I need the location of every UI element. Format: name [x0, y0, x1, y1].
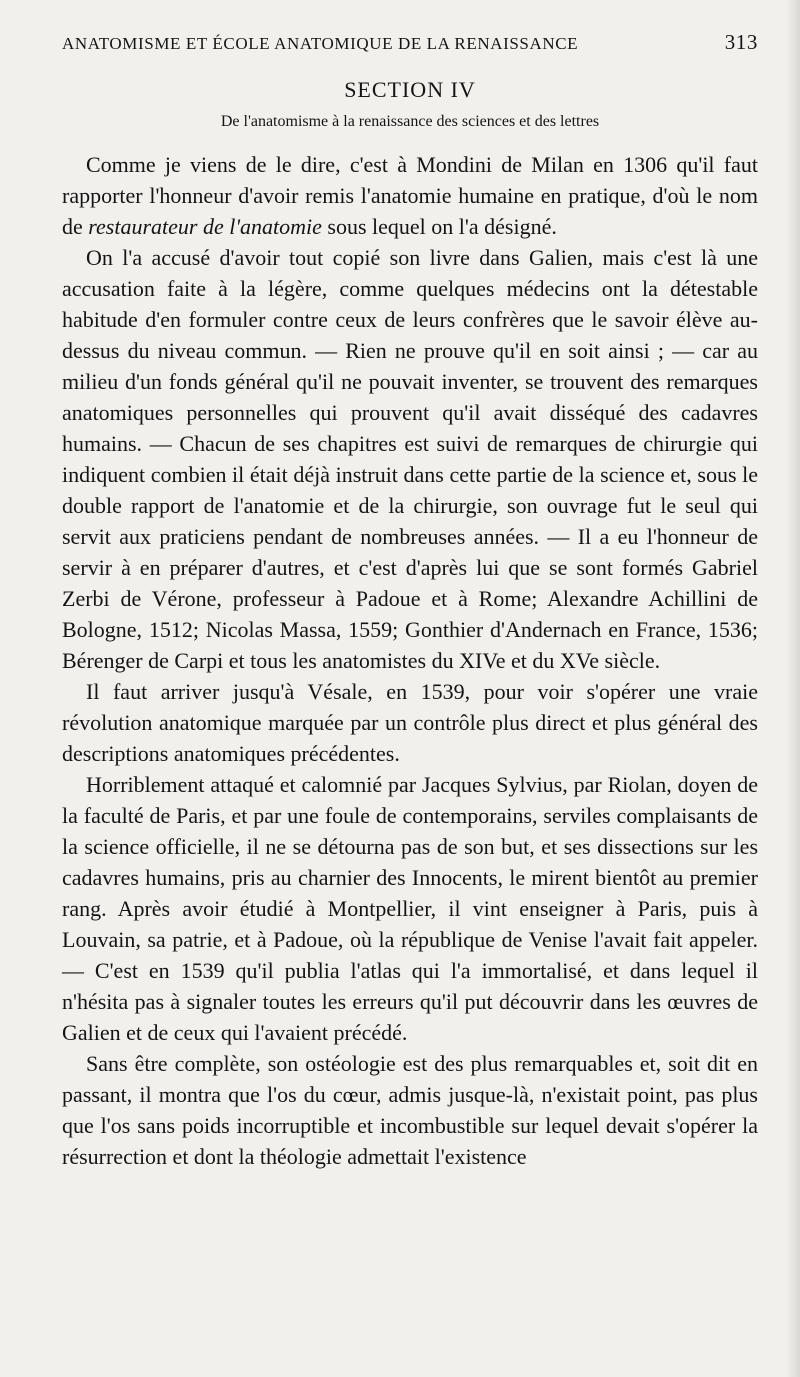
facing-page-shadow — [786, 0, 800, 1377]
emphasis-text: restaurateur de l'anatomie — [88, 214, 322, 239]
paragraph: Il faut arriver jusqu'à Vésale, en 1539, pour voir s'opérer une vraie révolution anatomique marquée par un contrôle plus direct et plus général des descriptions anatomiques précédentes. — [62, 679, 758, 766]
paragraph: Sans être complète, son ostéologie est des plus remarquables et, soit dit en passant, il montra que l'os du cœur, admis jusque-là, n'existait point, pas plus que l'os sans poids incorruptible et incombustible sur lequel devait s'opérer la résurrection et dont la théologie admettait l'existence — [62, 1051, 758, 1169]
running-head — [62, 30, 758, 55]
running-title: ANATOMISME ET ÉCOLE ANATOMIQUE DE LA RENAISSANCE — [62, 34, 579, 53]
paragraph-text: sous lequel on l'a désigné. — [321, 214, 557, 239]
paragraph: Horriblement attaqué et calomnié par Jacques Sylvius, par Riolan, doyen de la faculté de Paris, et par une foule de contemporains, serviles complaisants de la science officielle, il ne se détourna pas de son but, et ses dissections sur les cadavres humains, pris au charnier des Innocents, le mirent bientôt au premier rang. Après avoir étudié à Montpellier, il vint enseigner à Paris, puis à Louvain, sa patrie, et à Padoue, où la république de Venise l'avait fait appeler. — C'est en 1539 qu'il publia l'atlas qui l'a immortalisé, et dans lequel il n'hésita pas à signaler toutes les erreurs qu'il put découvrir dans les œuvres de Galien et de ceux qui l'avaient précédé. — [62, 772, 758, 1045]
paragraph: On l'a accusé d'avoir tout copié son livre dans Galien, mais c'est là une accusation faite à la légère, comme quelques médecins ont la détestable habitude d'en formuler contre ceux de leurs confrères que le savoir élève au-dessus du niveau commun. — Rien ne prouve qu'il en soit ainsi ; — car au milieu d'un fonds général qu'il ne pouvait inventer, se trouvent des remarques anatomiques personnelles qui prouvent qu'il avait disséqué des cadavres humains. — Chacun de ses chapitres est suivi de remarques de chirurgie qui indiquent combien il était déjà instruit dans cette partie de la science et, sous le double rapport de l'anatomie et de la chirurgie, son ouvrage fut le seul qui servit aux praticiens pendant de nombreuses années. — Il a eu l'honneur de servir à en préparer d'autres, et c'est d'après lui que se sont formés Gabriel Zerbi de Vérone, professeur à Padoue et à Rome; Alexandre Achillini de Bologne, 1512; Nicolas Massa, 1559; Gonthier d'Andernach en France, 1536; Bérenger de Carpi et tous les anatomistes du XIVe et du XVe siècle. — [62, 245, 758, 673]
page-number: 313 — [724, 30, 758, 54]
paragraph — [62, 149, 758, 242]
paragraph-text: Comme je viens de le dire, c'est à Mondini de Milan en 1306 qu'il faut rapporter l'honneur d'avoir remis l'anatomie humaine en pratique, d'où le nom de — [62, 152, 758, 239]
section-subtitle: De l'anatomisme à la renaissance des sciences et des lettres — [220, 113, 600, 130]
section-heading: SECTION IV — [344, 77, 476, 102]
body-text — [62, 149, 758, 1172]
